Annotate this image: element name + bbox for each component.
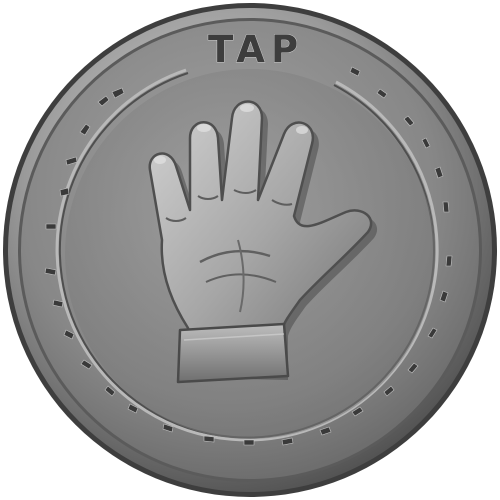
hand-cuff (178, 324, 288, 382)
coin-label: TAP (207, 28, 305, 71)
